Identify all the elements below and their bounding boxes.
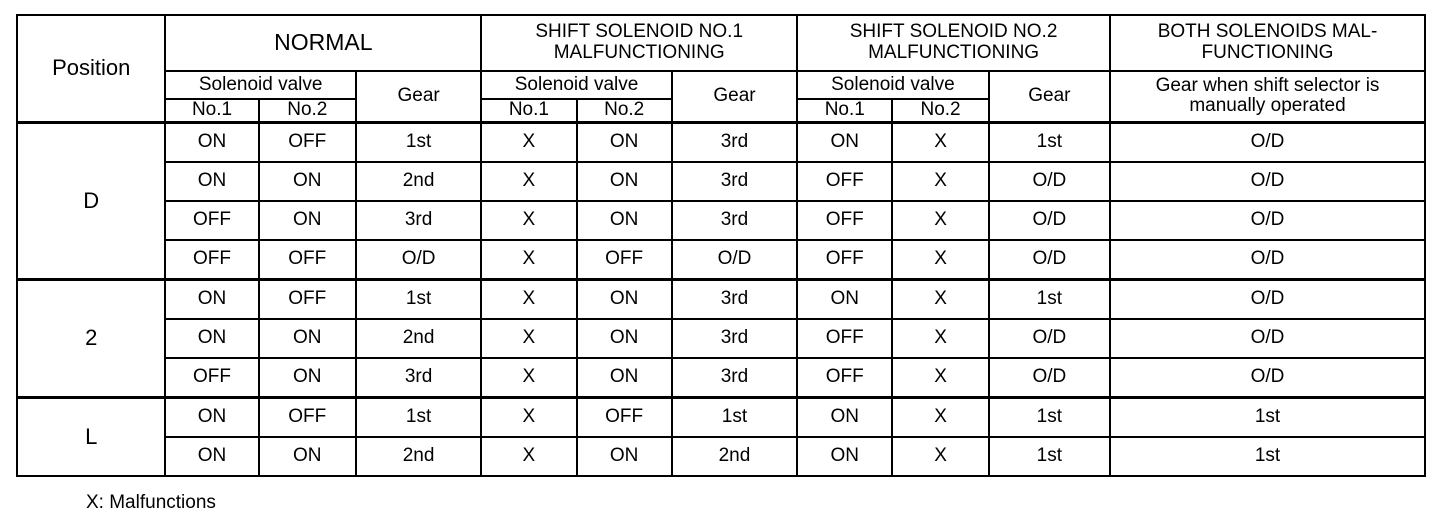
table-body: [17, 122, 1425, 476]
table-cell: X: [892, 397, 988, 437]
table-cell: 1st: [989, 279, 1110, 319]
table-cell: ON: [797, 397, 892, 437]
header-gear: Gear: [672, 71, 797, 122]
header-no1: No.1: [165, 99, 258, 122]
table-cell: O/D: [989, 358, 1110, 398]
table-row: [17, 201, 1425, 240]
table-row: [17, 122, 1425, 162]
table-cell: ON: [165, 437, 258, 476]
table-cell: 3rd: [356, 201, 481, 240]
table-cell: OFF: [577, 397, 672, 437]
table-cell: O/D: [989, 162, 1110, 201]
header-normal: NORMAL: [165, 15, 481, 71]
table-cell: 3rd: [672, 201, 797, 240]
table-cell: ON: [165, 319, 258, 358]
table-cell: 1st: [1110, 437, 1425, 476]
header-solenoid-valve: Solenoid valve: [481, 71, 672, 99]
position-label: L: [17, 397, 165, 476]
table-cell: OFF: [797, 201, 892, 240]
table-cell: ON: [259, 162, 356, 201]
table-cell: ON: [797, 122, 892, 162]
table-cell: X: [892, 240, 988, 280]
table-cell: ON: [797, 279, 892, 319]
table-row: [17, 279, 1425, 319]
table-cell: OFF: [259, 397, 356, 437]
table-cell: ON: [797, 437, 892, 476]
table-cell: X: [892, 437, 988, 476]
table-cell: 3rd: [672, 279, 797, 319]
header-no1: No.1: [797, 99, 892, 122]
table-cell: OFF: [165, 358, 258, 398]
table-cell: O/D: [1110, 122, 1425, 162]
table-cell: X: [481, 358, 576, 398]
table-cell: X: [892, 162, 988, 201]
header-both: BOTH SOLENOIDS MAL-FUNCTIONING: [1110, 15, 1425, 71]
header-solenoid1: SHIFT SOLENOID NO.1 MALFUNCTIONING: [481, 15, 797, 71]
table-cell: OFF: [797, 240, 892, 280]
table-cell: OFF: [259, 122, 356, 162]
table-cell: ON: [577, 162, 672, 201]
table-cell: O/D: [1110, 279, 1425, 319]
table-cell: ON: [577, 279, 672, 319]
table-cell: O/D: [1110, 162, 1425, 201]
table-cell: ON: [259, 319, 356, 358]
table-cell: ON: [165, 397, 258, 437]
table-cell: 1st: [1110, 397, 1425, 437]
table-cell: ON: [577, 437, 672, 476]
table-cell: O/D: [1110, 240, 1425, 280]
table-cell: X: [481, 201, 576, 240]
header-no2: No.2: [892, 99, 988, 122]
table-cell: 3rd: [672, 162, 797, 201]
table-cell: OFF: [165, 240, 258, 280]
table-cell: 1st: [989, 437, 1110, 476]
table-row: [17, 162, 1425, 201]
table-cell: OFF: [259, 240, 356, 280]
table-cell: 2nd: [356, 319, 481, 358]
table-cell: OFF: [259, 279, 356, 319]
table-cell: X: [481, 279, 576, 319]
table-cell: 3rd: [672, 358, 797, 398]
table-row: [17, 240, 1425, 280]
table-cell: O/D: [989, 201, 1110, 240]
table-cell: X: [481, 437, 576, 476]
table-cell: OFF: [797, 358, 892, 398]
table-cell: ON: [259, 201, 356, 240]
table-cell: X: [481, 397, 576, 437]
table-cell: ON: [165, 279, 258, 319]
table-cell: 1st: [356, 279, 481, 319]
table-cell: X: [481, 240, 576, 280]
table-cell: OFF: [797, 319, 892, 358]
table-cell: X: [481, 122, 576, 162]
table-cell: OFF: [797, 162, 892, 201]
header-position: Position: [17, 15, 165, 122]
header-gear: Gear: [989, 71, 1110, 122]
table-cell: ON: [259, 358, 356, 398]
table-cell: 2nd: [356, 437, 481, 476]
table-row: [17, 437, 1425, 476]
table-cell: ON: [577, 358, 672, 398]
table-row: [17, 397, 1425, 437]
solenoid-table: [16, 14, 1426, 477]
table-cell: ON: [577, 201, 672, 240]
table-cell: X: [892, 201, 988, 240]
header-no1: No.1: [481, 99, 576, 122]
position-label: D: [17, 122, 165, 279]
table-cell: 1st: [672, 397, 797, 437]
table-cell: ON: [259, 437, 356, 476]
header-solenoid-valve: Solenoid valve: [165, 71, 356, 99]
table-cell: 2nd: [672, 437, 797, 476]
table-cell: 3rd: [672, 319, 797, 358]
header-no2: No.2: [259, 99, 356, 122]
table-cell: O/D: [989, 319, 1110, 358]
table-cell: ON: [165, 162, 258, 201]
header-solenoid2: SHIFT SOLENOID NO.2 MALFUNCTIONING: [797, 15, 1110, 71]
table-cell: X: [892, 122, 988, 162]
table-cell: 1st: [356, 122, 481, 162]
footnote: X: Malfunctions: [86, 492, 216, 513]
table-cell: X: [481, 319, 576, 358]
table-cell: O/D: [672, 240, 797, 280]
table-cell: O/D: [1110, 358, 1425, 398]
table-cell: 3rd: [672, 122, 797, 162]
table-cell: O/D: [1110, 319, 1425, 358]
table-cell: X: [892, 279, 988, 319]
table-cell: ON: [577, 319, 672, 358]
table-cell: X: [481, 162, 576, 201]
table-cell: 1st: [356, 397, 481, 437]
table-cell: O/D: [356, 240, 481, 280]
position-label: 2: [17, 279, 165, 397]
table-cell: O/D: [989, 240, 1110, 280]
table-cell: O/D: [1110, 201, 1425, 240]
table-cell: X: [892, 358, 988, 398]
table-cell: X: [892, 319, 988, 358]
header-no2: No.2: [577, 99, 672, 122]
table-cell: ON: [165, 122, 258, 162]
table-cell: 2nd: [356, 162, 481, 201]
table-cell: OFF: [165, 201, 258, 240]
table-cell: 1st: [989, 122, 1110, 162]
header-solenoid-valve: Solenoid valve: [797, 71, 989, 99]
header-both-sub: Gear when shift selector is manually operated: [1110, 71, 1425, 122]
table-cell: 3rd: [356, 358, 481, 398]
table-row: [17, 319, 1425, 358]
table-cell: OFF: [577, 240, 672, 280]
header-gear: Gear: [356, 71, 481, 122]
table-cell: 1st: [989, 397, 1110, 437]
table-cell: ON: [577, 122, 672, 162]
table-row: [17, 358, 1425, 398]
